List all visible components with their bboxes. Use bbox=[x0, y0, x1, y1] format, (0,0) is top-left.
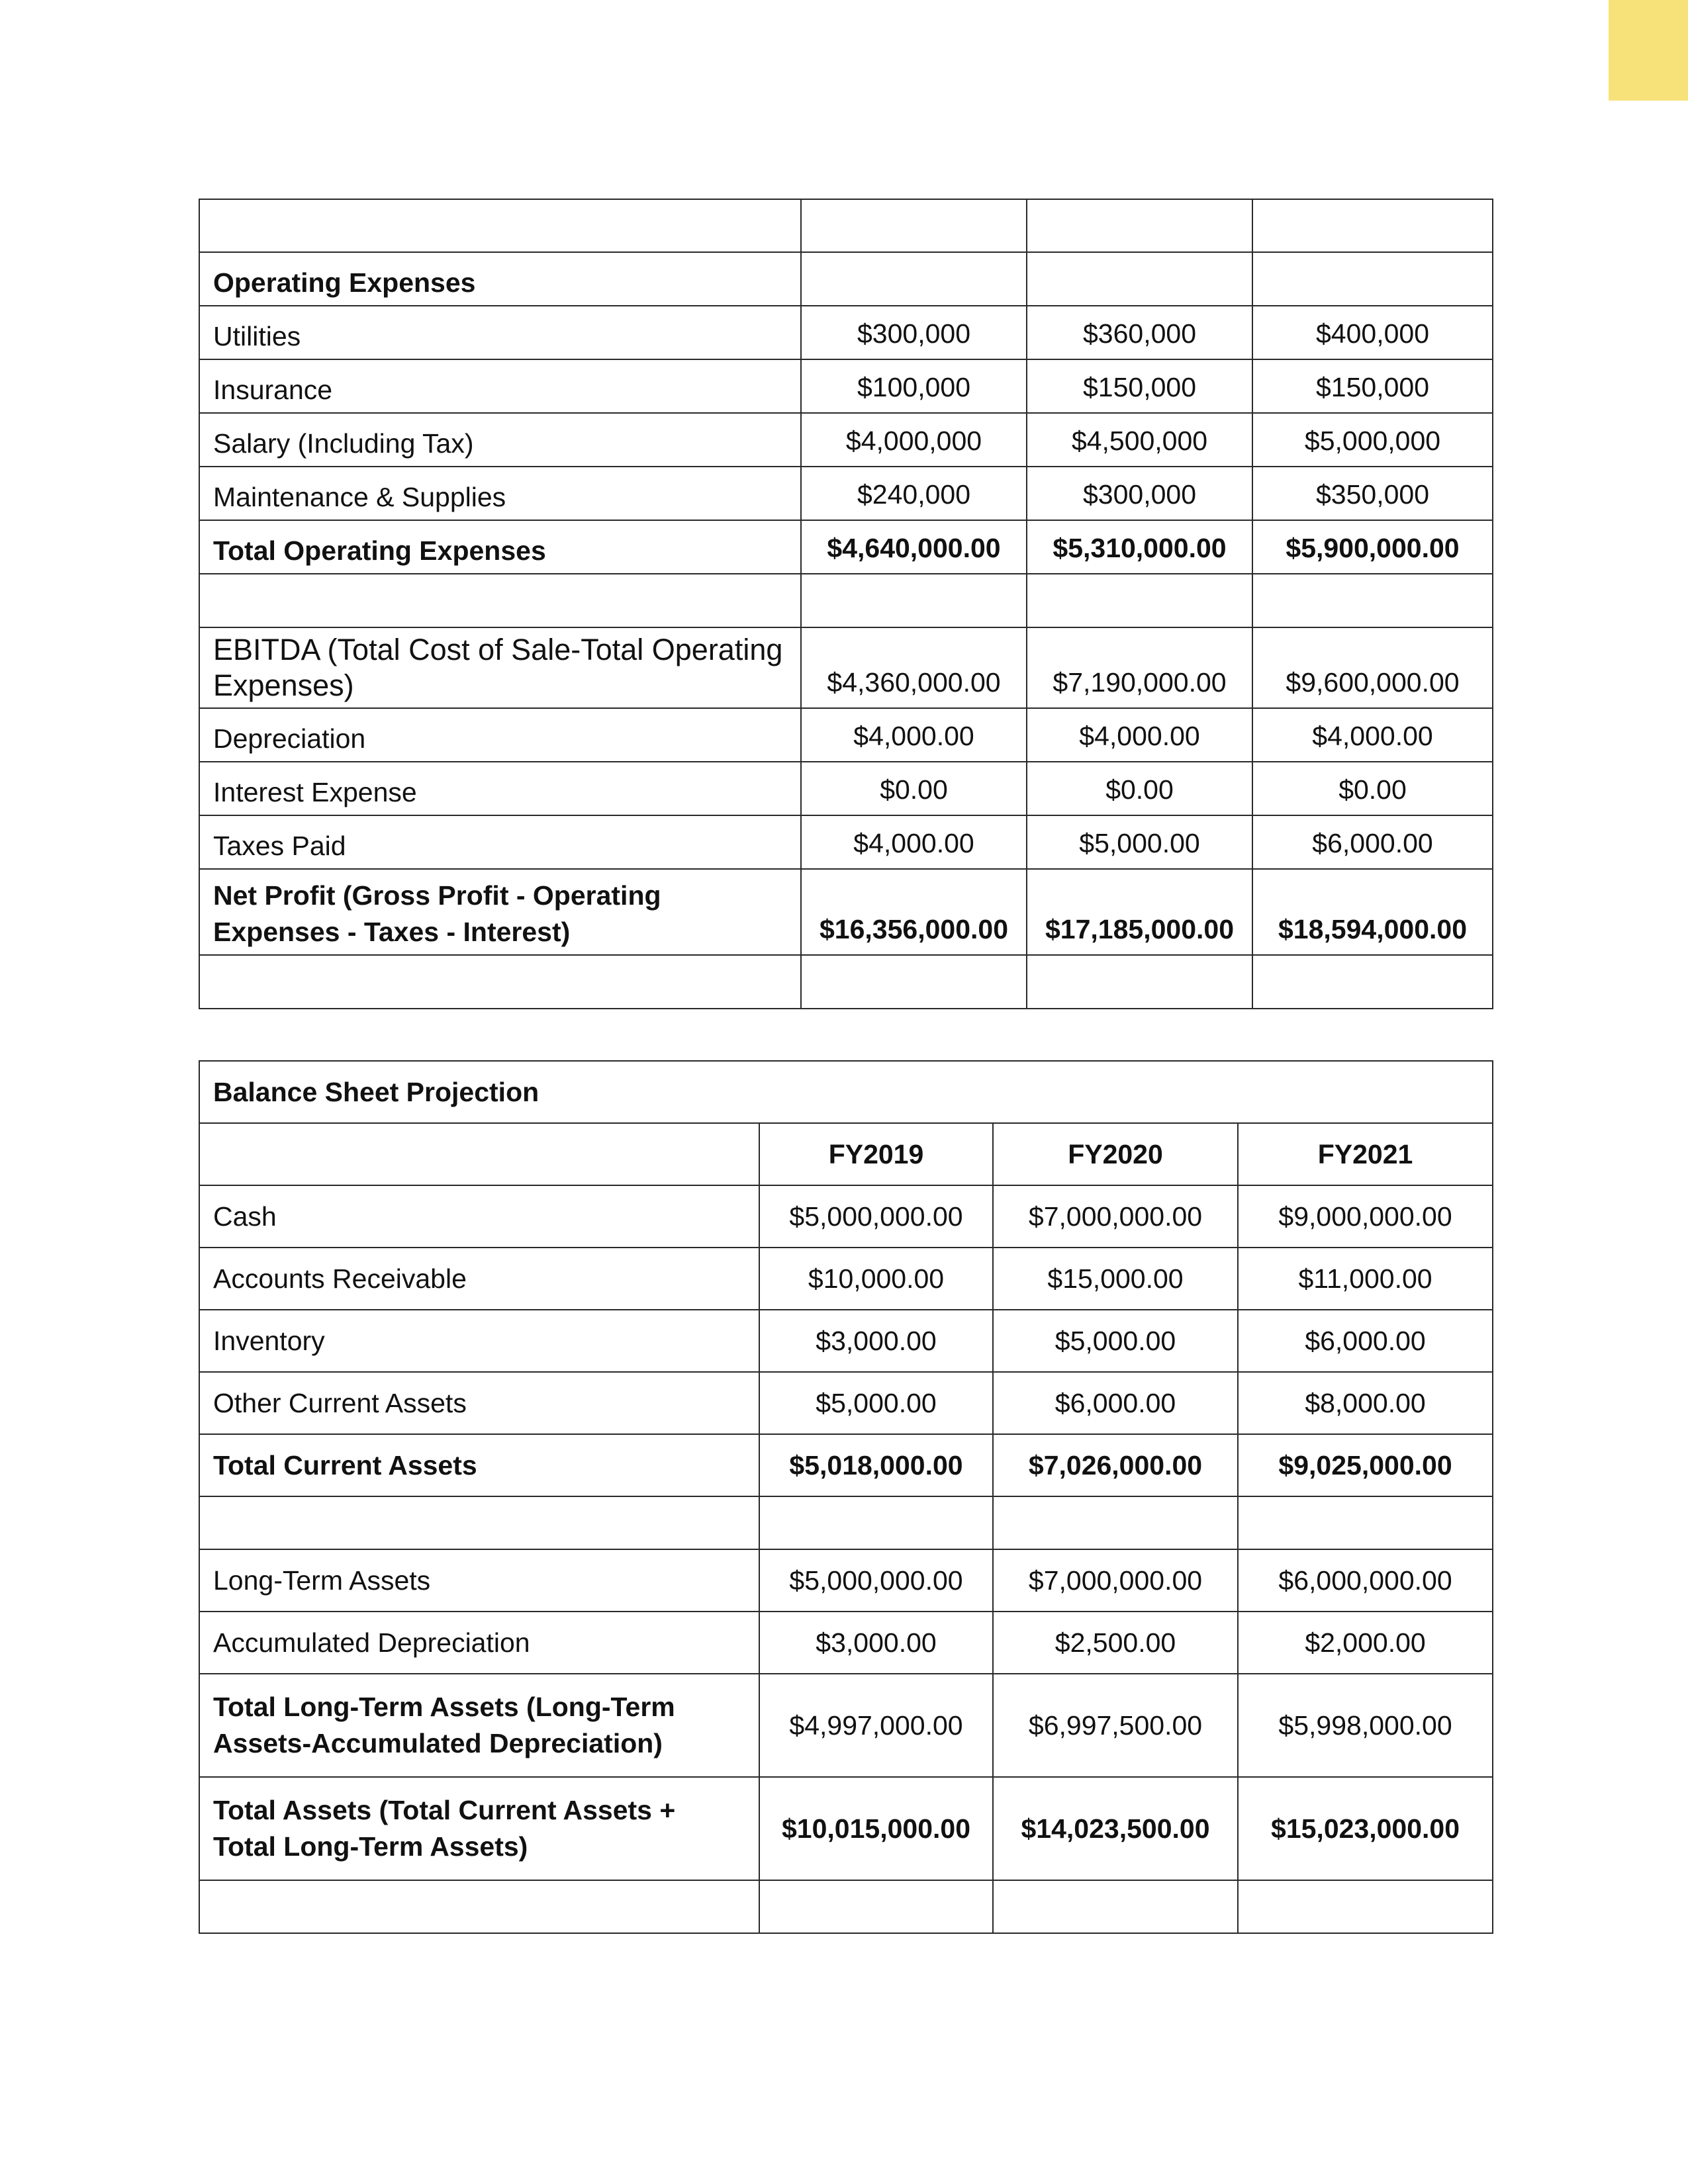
cell-fy3: $18,594,000.00 bbox=[1252, 869, 1493, 955]
cell-fy2020: $7,000,000.00 bbox=[993, 1185, 1238, 1248]
row-label: Accounts Receivable bbox=[199, 1248, 759, 1310]
cell-fy1 bbox=[801, 574, 1027, 627]
table-row bbox=[199, 1674, 1493, 1777]
cell-fy1: $4,360,000.00 bbox=[801, 627, 1027, 708]
section-heading: Operating Expenses bbox=[199, 252, 801, 306]
cell-fy2: $150,000 bbox=[1027, 359, 1252, 413]
row-label: Total Long-Term Assets (Long-Term Assets-Accumulated Depreciation) bbox=[199, 1674, 759, 1777]
cell-fy3: $6,000.00 bbox=[1252, 815, 1493, 869]
table-row bbox=[199, 1496, 1493, 1549]
cell-fy1 bbox=[801, 252, 1027, 306]
cell-fy2021: $15,023,000.00 bbox=[1238, 1777, 1493, 1880]
cell-fy2021: $2,000.00 bbox=[1238, 1612, 1493, 1674]
row-label: Salary (Including Tax) bbox=[199, 413, 801, 467]
row-label: Cash bbox=[199, 1185, 759, 1248]
cell-fy2020: $6,997,500.00 bbox=[993, 1674, 1238, 1777]
row-label: Long-Term Assets bbox=[199, 1549, 759, 1612]
cell-fy1: $4,000.00 bbox=[801, 815, 1027, 869]
row-label: Other Current Assets bbox=[199, 1372, 759, 1434]
total-row bbox=[199, 869, 1493, 955]
cell-fy2: $360,000 bbox=[1027, 306, 1252, 359]
row-label bbox=[199, 1880, 759, 1933]
cell-fy2019: $10,015,000.00 bbox=[759, 1777, 993, 1880]
cell-fy2020: $14,023,500.00 bbox=[993, 1777, 1238, 1880]
cell-fy3: $4,000.00 bbox=[1252, 708, 1493, 762]
row-label: Maintenance & Supplies bbox=[199, 467, 801, 520]
table-row bbox=[199, 815, 1493, 869]
table-row bbox=[199, 199, 1493, 252]
cell-fy2: $5,000.00 bbox=[1027, 815, 1252, 869]
table-row bbox=[199, 1549, 1493, 1612]
cell-fy1: $4,000,000 bbox=[801, 413, 1027, 467]
cell-fy3 bbox=[1252, 955, 1493, 1009]
cell-fy2020: $6,000.00 bbox=[993, 1372, 1238, 1434]
row-label: Total Current Assets bbox=[199, 1434, 759, 1496]
cell-fy1 bbox=[801, 955, 1027, 1009]
cell-fy2020 bbox=[993, 1880, 1238, 1933]
table-title: Balance Sheet Projection bbox=[199, 1061, 1493, 1123]
cell-fy2021 bbox=[1238, 1496, 1493, 1549]
table-row bbox=[199, 1880, 1493, 1933]
cell-fy2019: $5,000,000.00 bbox=[759, 1549, 993, 1612]
table-row bbox=[199, 359, 1493, 413]
row-label bbox=[199, 199, 801, 252]
cell-fy2: $7,190,000.00 bbox=[1027, 627, 1252, 708]
cell-fy2020: $15,000.00 bbox=[993, 1248, 1238, 1310]
cell-fy2020: $7,026,000.00 bbox=[993, 1434, 1238, 1496]
section-heading-row bbox=[199, 252, 1493, 306]
table-row bbox=[199, 1310, 1493, 1372]
cell-fy2021: $8,000.00 bbox=[1238, 1372, 1493, 1434]
row-label: Inventory bbox=[199, 1310, 759, 1372]
cell-fy3: $350,000 bbox=[1252, 467, 1493, 520]
cell-fy2019: $3,000.00 bbox=[759, 1310, 993, 1372]
total-row bbox=[199, 1434, 1493, 1496]
cell-fy2020: $2,500.00 bbox=[993, 1612, 1238, 1674]
cell-fy2021: $6,000.00 bbox=[1238, 1310, 1493, 1372]
cell-fy1: $240,000 bbox=[801, 467, 1027, 520]
row-label: Interest Expense bbox=[199, 762, 801, 815]
cell-fy1: $300,000 bbox=[801, 306, 1027, 359]
cell-fy2: $4,500,000 bbox=[1027, 413, 1252, 467]
cell-fy1: $0.00 bbox=[801, 762, 1027, 815]
row-label bbox=[199, 574, 801, 627]
total-row bbox=[199, 1777, 1493, 1880]
row-label: Total Operating Expenses bbox=[199, 520, 801, 574]
cell-fy2021: $5,998,000.00 bbox=[1238, 1674, 1493, 1777]
cell-fy1 bbox=[801, 199, 1027, 252]
table-row bbox=[199, 306, 1493, 359]
cell-fy2019: $5,000,000.00 bbox=[759, 1185, 993, 1248]
row-label bbox=[199, 955, 801, 1009]
cell-fy3 bbox=[1252, 252, 1493, 306]
table-row bbox=[199, 1248, 1493, 1310]
cell-fy3: $5,900,000.00 bbox=[1252, 520, 1493, 574]
cell-fy2 bbox=[1027, 574, 1252, 627]
cell-fy2 bbox=[1027, 955, 1252, 1009]
table-row bbox=[199, 413, 1493, 467]
column-header-fy2019: FY2019 bbox=[759, 1123, 993, 1185]
corner-tab-decoration bbox=[1609, 0, 1688, 101]
cell-fy2 bbox=[1027, 252, 1252, 306]
cell-fy2: $17,185,000.00 bbox=[1027, 869, 1252, 955]
table-row bbox=[199, 762, 1493, 815]
cell-fy3: $150,000 bbox=[1252, 359, 1493, 413]
cell-fy2019: $4,997,000.00 bbox=[759, 1674, 993, 1777]
cell-fy2019: $10,000.00 bbox=[759, 1248, 993, 1310]
cell-fy2019: $5,018,000.00 bbox=[759, 1434, 993, 1496]
cell-fy2019 bbox=[759, 1880, 993, 1933]
header-row bbox=[199, 1123, 1493, 1185]
table-title-row bbox=[199, 1061, 1493, 1123]
total-row bbox=[199, 520, 1493, 574]
table-row bbox=[199, 708, 1493, 762]
cell-fy2: $4,000.00 bbox=[1027, 708, 1252, 762]
table-row bbox=[199, 1185, 1493, 1248]
balance-sheet-table bbox=[199, 1060, 1493, 1934]
cell-fy2021: $6,000,000.00 bbox=[1238, 1549, 1493, 1612]
cell-fy2020: $5,000.00 bbox=[993, 1310, 1238, 1372]
table-row bbox=[199, 574, 1493, 627]
column-header-fy2021: FY2021 bbox=[1238, 1123, 1493, 1185]
row-label bbox=[199, 1496, 759, 1549]
table-row bbox=[199, 1612, 1493, 1674]
cell-fy1: $4,000.00 bbox=[801, 708, 1027, 762]
cell-fy3: $9,600,000.00 bbox=[1252, 627, 1493, 708]
cell-fy3: $400,000 bbox=[1252, 306, 1493, 359]
row-label: Depreciation bbox=[199, 708, 801, 762]
row-label: Net Profit (Gross Profit - Operating Expenses - Taxes - Interest) bbox=[199, 869, 801, 955]
cell-fy1: $4,640,000.00 bbox=[801, 520, 1027, 574]
cell-fy3 bbox=[1252, 574, 1493, 627]
cell-fy2019: $3,000.00 bbox=[759, 1612, 993, 1674]
cell-fy2: $5,310,000.00 bbox=[1027, 520, 1252, 574]
row-label: Utilities bbox=[199, 306, 801, 359]
cell-fy2019: $5,000.00 bbox=[759, 1372, 993, 1434]
cell-fy2: $0.00 bbox=[1027, 762, 1252, 815]
cell-fy2 bbox=[1027, 199, 1252, 252]
row-label: Insurance bbox=[199, 359, 801, 413]
table-row bbox=[199, 955, 1493, 1009]
row-label: Accumulated Depreciation bbox=[199, 1612, 759, 1674]
cell-fy3: $0.00 bbox=[1252, 762, 1493, 815]
cell-fy2020: $7,000,000.00 bbox=[993, 1549, 1238, 1612]
table-row bbox=[199, 627, 1493, 708]
row-label: Total Assets (Total Current Assets + Total Long-Term Assets) bbox=[199, 1777, 759, 1880]
cell-fy2019 bbox=[759, 1496, 993, 1549]
header-blank bbox=[199, 1123, 759, 1185]
operating-expenses-table bbox=[199, 199, 1493, 1009]
cell-fy2021: $9,025,000.00 bbox=[1238, 1434, 1493, 1496]
cell-fy1: $100,000 bbox=[801, 359, 1027, 413]
table-row bbox=[199, 1372, 1493, 1434]
column-header-fy2020: FY2020 bbox=[993, 1123, 1238, 1185]
cell-fy2020 bbox=[993, 1496, 1238, 1549]
cell-fy2: $300,000 bbox=[1027, 467, 1252, 520]
cell-fy3: $5,000,000 bbox=[1252, 413, 1493, 467]
cell-fy1: $16,356,000.00 bbox=[801, 869, 1027, 955]
row-label: Taxes Paid bbox=[199, 815, 801, 869]
cell-fy2021 bbox=[1238, 1880, 1493, 1933]
cell-fy2021: $11,000.00 bbox=[1238, 1248, 1493, 1310]
cell-fy3 bbox=[1252, 199, 1493, 252]
row-label: EBITDA (Total Cost of Sale-Total Operating Expenses) bbox=[199, 627, 801, 708]
cell-fy2021: $9,000,000.00 bbox=[1238, 1185, 1493, 1248]
table-row bbox=[199, 467, 1493, 520]
